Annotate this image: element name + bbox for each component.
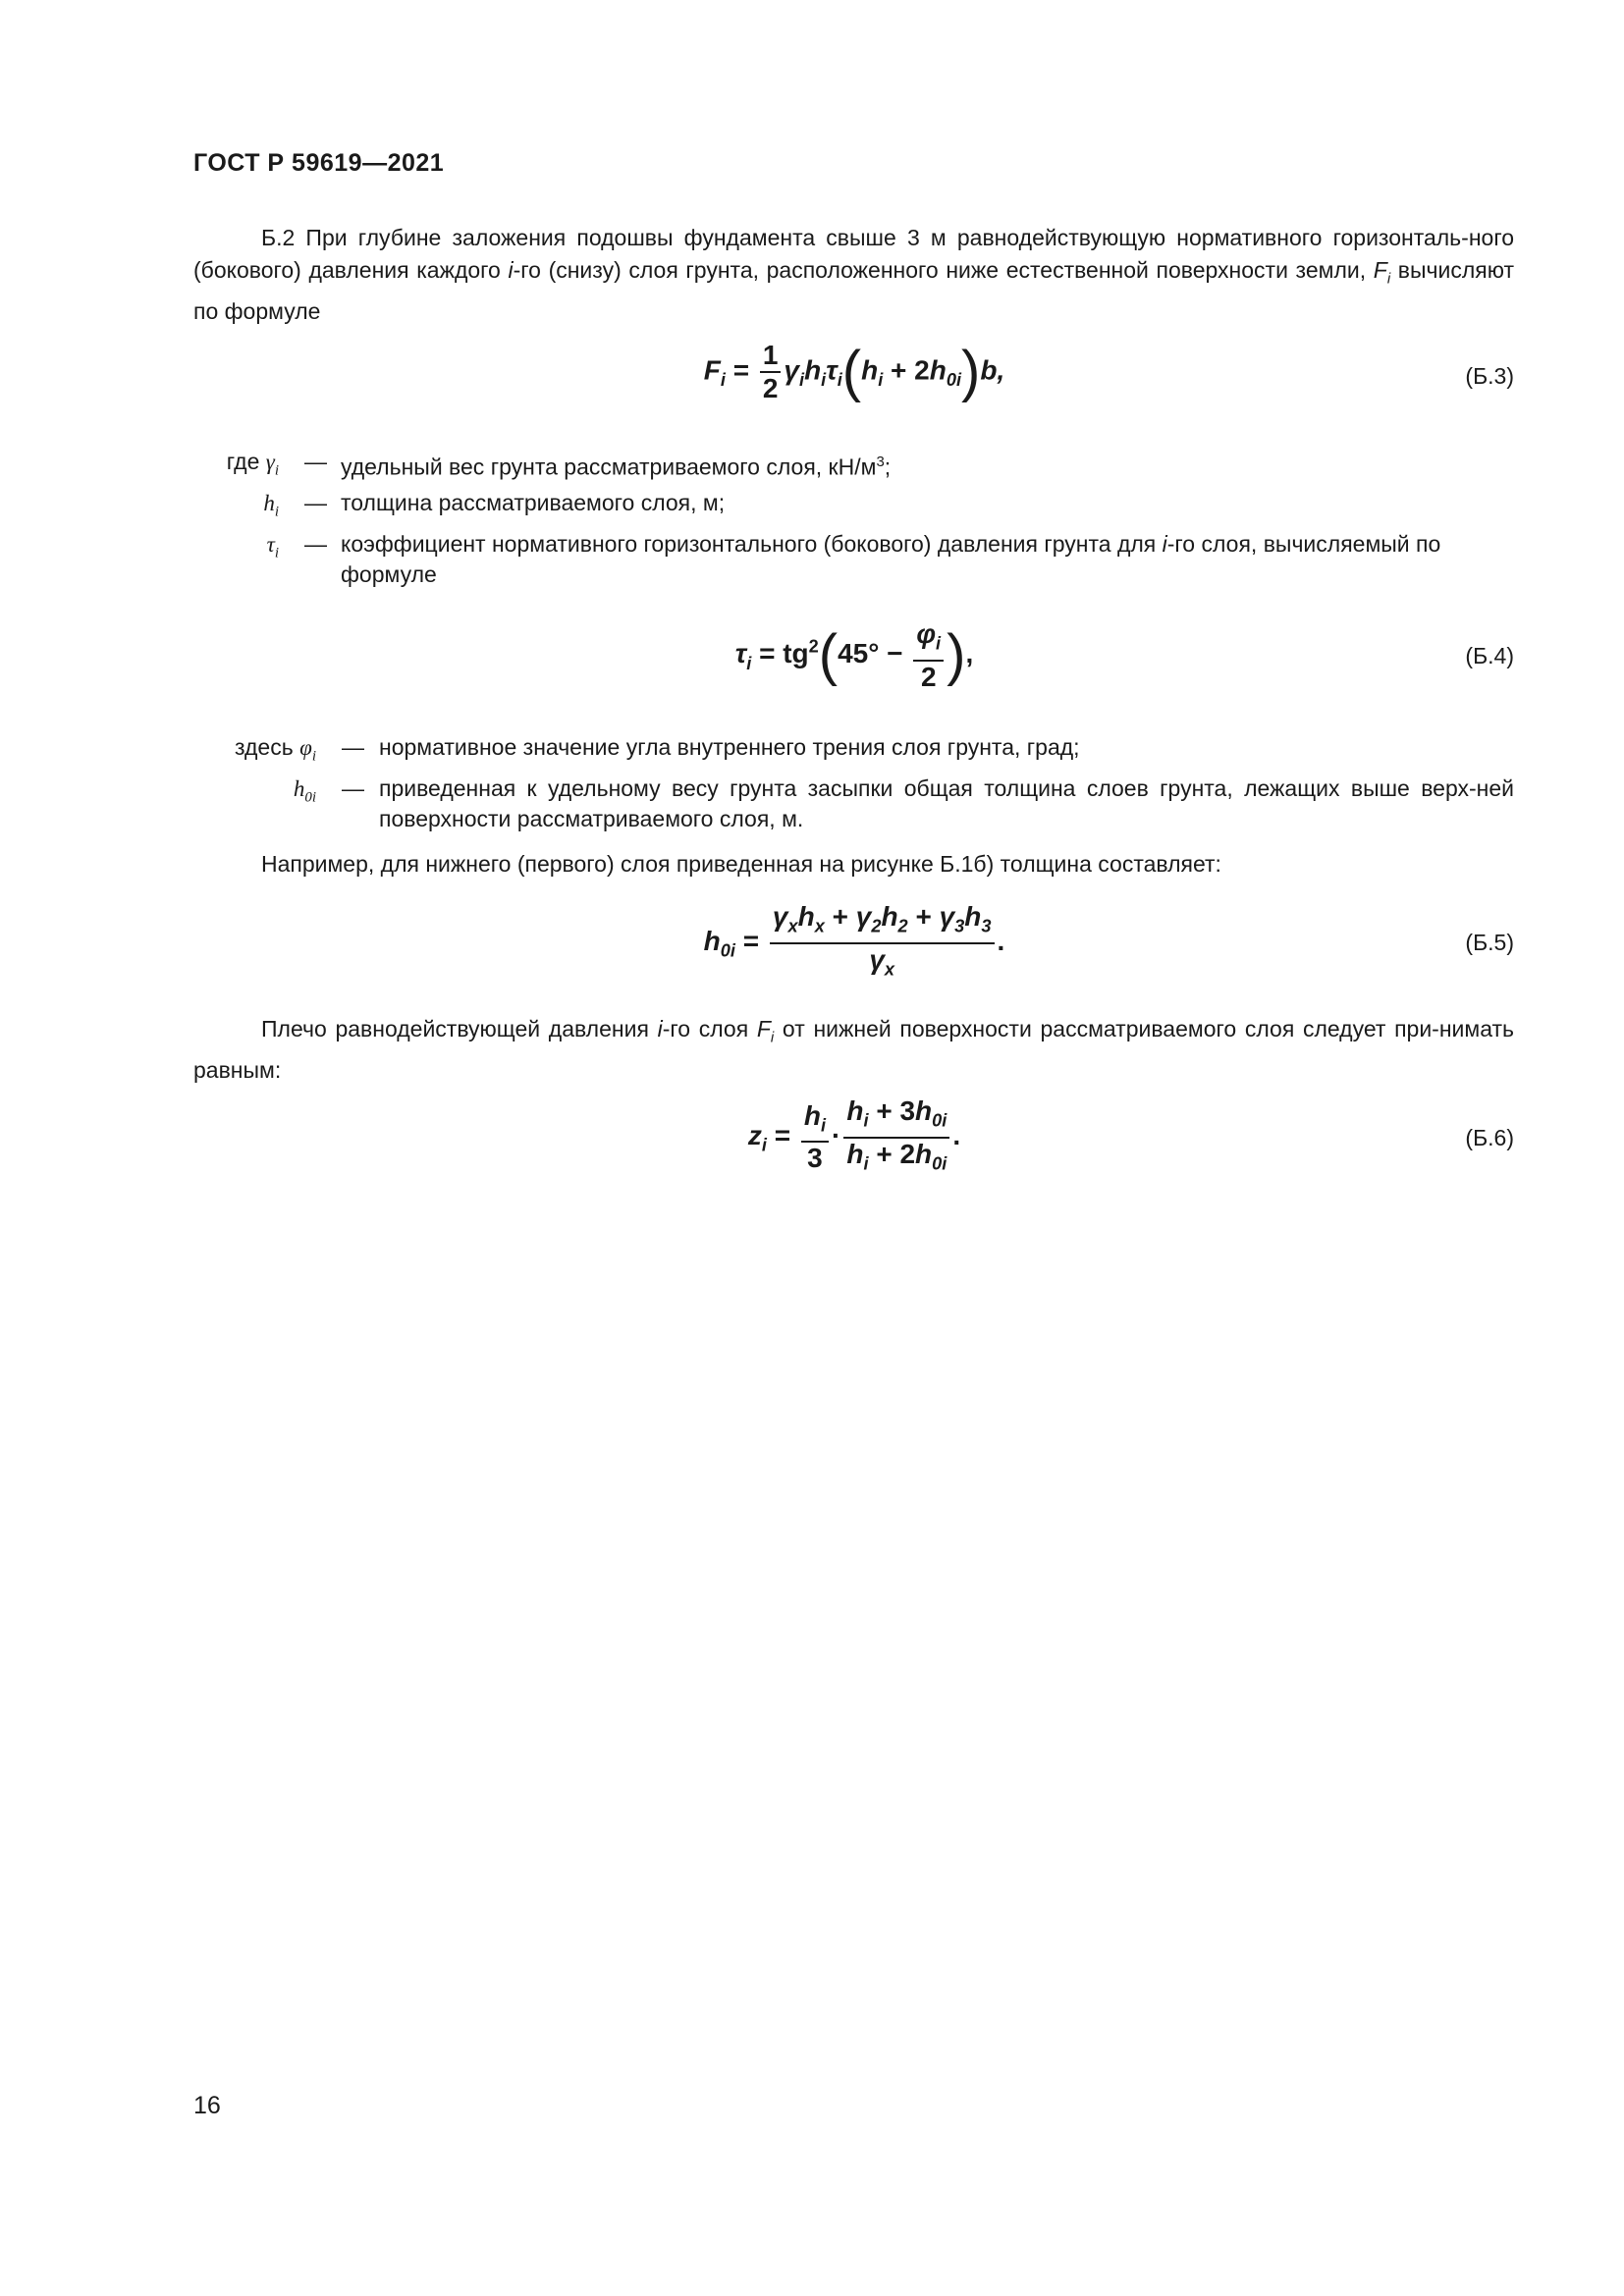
symbol-F: F <box>1373 257 1387 283</box>
text-italic: i <box>657 1016 663 1041</box>
fraction-h-3: $\frac{h_i}{3}$ <box>801 1100 829 1175</box>
symbol-F: F <box>756 1016 771 1041</box>
where-word: где <box>226 449 260 474</box>
equation-number-b3: (Б.3) <box>1465 363 1514 389</box>
text-run: от нижней поверхности рассматриваемого слоя следует при-нимать равным: <box>193 1016 1515 1083</box>
definition-text: приведенная к удельному весу грунта засыпки общая толщина слоев грунта, лежащих выше верх-ней поверхности рассматриваемого слоя, м. <box>379 775 1514 831</box>
text-run: Б.2 При глубине заложения подошвы фундамента свыше 3 м равнодействующую нормативного горизонталь-ного (бокового) давления каждого <box>193 225 1514 283</box>
symbol-sub: i <box>274 545 279 561</box>
dash: — <box>304 490 327 515</box>
equation-number-b4: (Б.4) <box>1465 643 1514 668</box>
page-number: 16 <box>193 2092 221 2119</box>
symbol-sub: i <box>274 504 279 520</box>
equation-number-b5: (Б.5) <box>1465 930 1514 955</box>
paragraph-lever-arm <box>193 1013 1514 1087</box>
dash: — <box>304 531 327 557</box>
symbol-h: h <box>293 776 305 801</box>
equation-b6: $z_i$ = $\frac{h_i}{3}$ · $\frac{h_i + 3h_{0i}}{h_i + 2h_{0i}}$ . <box>589 1095 1119 1179</box>
document-header: ГОСТ Р 59619—2021 <box>193 149 445 177</box>
equation-b4: $\tau_i = tg^2(45^\circ$ − $\frac{\varphi_i}{2}$ ), <box>734 618 974 692</box>
text-run: вычисляют по формуле <box>193 257 1515 324</box>
symbol-sub: i <box>770 1029 775 1046</box>
definition-text: -го слоя, вычисляемый по формуле <box>341 531 1441 587</box>
fraction-h-ratio: $\frac{h_i + 3h_{0i}}{h_i + 2h_{0i}}$ <box>843 1095 949 1179</box>
symbol-h: h <box>263 491 275 515</box>
equation-number-b6: (Б.6) <box>1465 1125 1514 1150</box>
fraction-phi: $\frac{\varphi_i}{2}$ <box>913 618 944 693</box>
text-italic: i <box>508 257 514 283</box>
paragraph-b2 <box>193 222 1514 328</box>
text-run: -го слоя <box>662 1016 757 1041</box>
symbol-sub: i <box>311 748 316 765</box>
dash: — <box>342 734 364 760</box>
equation-b3: $F_i$ = $\frac{1}{2}$ $\gamma_ih_i\tau_i(h_i + 2h_{0i})b$, <box>703 340 1005 403</box>
fraction-h0: $\frac{\gamma_xh_x + \gamma_2h_2 + \gamma_3h_3}{\gamma_x}$ <box>770 901 995 985</box>
symbol-sub: 0i <box>304 789 316 806</box>
superscript: 3 <box>876 454 885 470</box>
definition-text: удельный вес грунта рассматриваемого слоя, кН/м <box>341 454 877 480</box>
definition-text: коэффициент нормативного горизонтального (бокового) давления грунта для <box>341 531 1163 557</box>
text-run: -го (снизу) слоя грунта, расположенного ниже естественной поверхности земли, <box>513 257 1374 283</box>
text-italic: i <box>1162 531 1167 557</box>
definition-text: толщина рассматриваемого слоя, м; <box>341 490 726 515</box>
equation-b5: $h_{0i}$ = $\frac{\gamma_xh_x + \gamma_2h_2 + \gamma_3h_3}{\gamma_x}$ . <box>589 901 1119 985</box>
symbol-phi: φ <box>299 735 312 760</box>
definition-text: нормативное значение угла внутреннего трения слоя грунта, град; <box>379 734 1080 760</box>
symbol-sub: i <box>274 462 279 479</box>
dash: — <box>304 449 327 474</box>
paragraph-example: Например, для нижнего (первого) слоя приведенная на рисунке Б.1б) толщина составляет: <box>261 851 1221 877</box>
symbol-sub: i <box>1386 270 1391 288</box>
text-run: Плечо равнодействующей давления <box>261 1016 658 1041</box>
fraction-half: $\frac{1}{2}$ <box>760 340 782 404</box>
text-run: ; <box>884 454 892 480</box>
dash: — <box>342 775 364 801</box>
symbol-tau: τ <box>266 532 275 557</box>
symbol-gamma: γ <box>265 450 275 474</box>
where-word: здесь <box>234 734 294 760</box>
